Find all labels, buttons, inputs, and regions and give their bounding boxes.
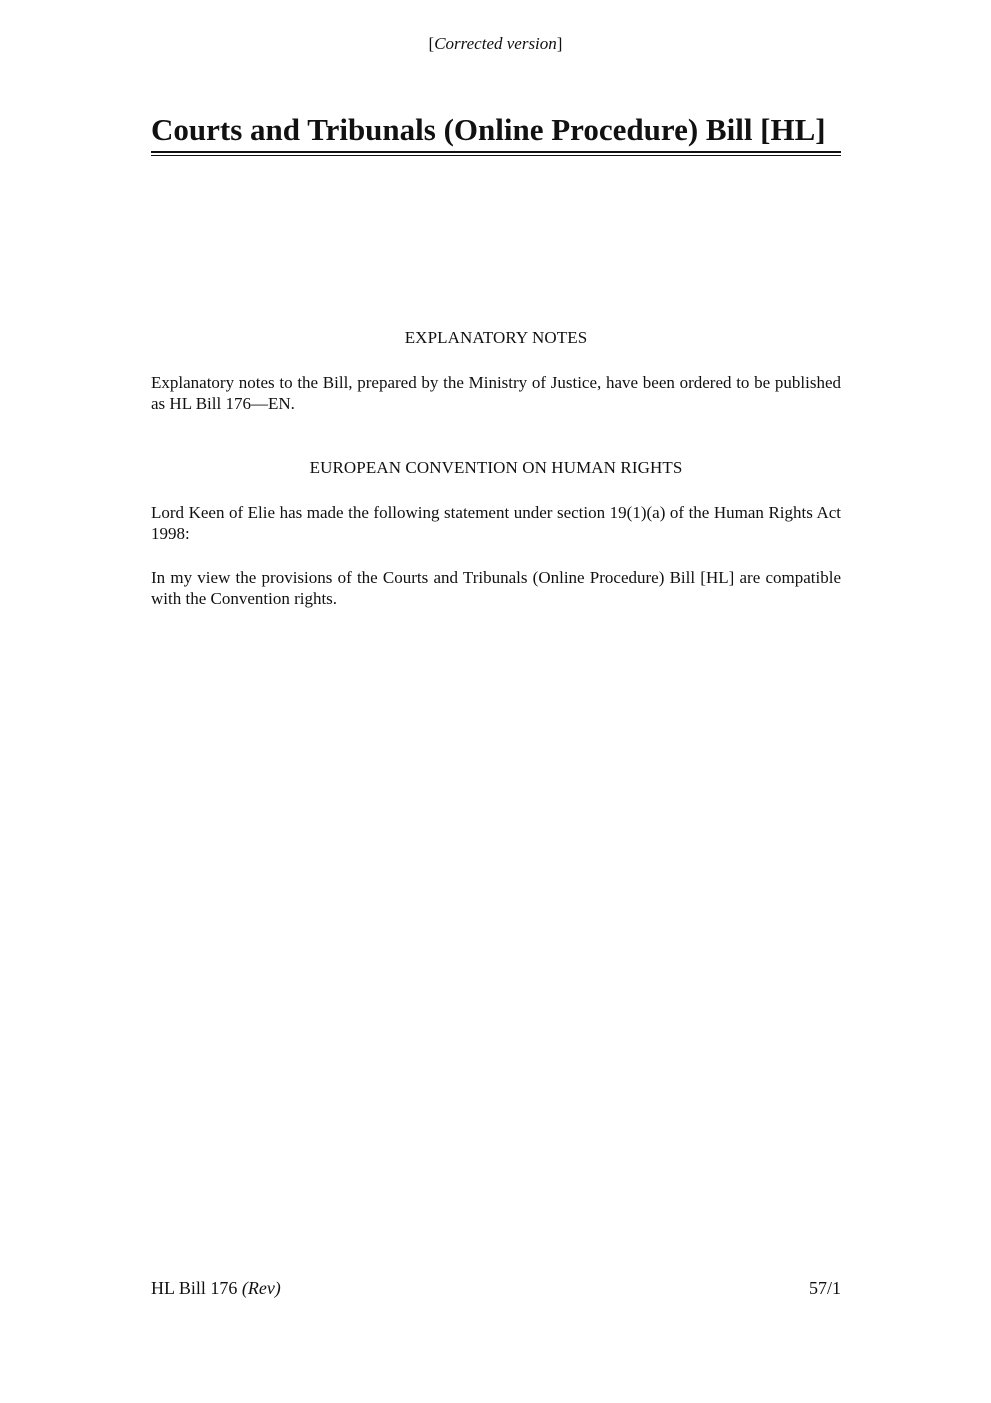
bill-title: Courts and Tribunals (Online Procedure) Bill [HL] bbox=[151, 112, 826, 147]
title-rule-thick bbox=[151, 151, 841, 153]
explanatory-notes-heading: EXPLANATORY NOTES bbox=[404, 328, 588, 347]
bracket-open: [ bbox=[428, 34, 435, 53]
echr-heading: EUROPEAN CONVENTION ON HUMAN RIGHTS bbox=[309, 458, 683, 477]
title-rule-thin bbox=[151, 155, 841, 156]
bill-number: HL Bill 176 bbox=[151, 1278, 238, 1298]
corrected-version-label: Corrected version bbox=[434, 34, 557, 53]
footer-page-reference: 57/1 bbox=[808, 1278, 841, 1298]
title-block bbox=[151, 110, 841, 156]
explanatory-notes-text: Explanatory notes to the Bill, prepared by the Ministry of Justice, have been ordered to be published as HL Bill 176—EN. bbox=[151, 373, 841, 413]
echr-statement: In my view the provisions of the Courts and Tribunals (Online Procedure) Bill [HL] are compatible with the Convention rights. bbox=[151, 568, 841, 608]
bracket-close: ] bbox=[556, 34, 563, 53]
echr-statement-intro: Lord Keen of Elie has made the following statement under section 19(1)(a) of the Human Rights Act 1998: bbox=[151, 503, 841, 543]
bill-revision: (Rev) bbox=[241, 1278, 281, 1298]
corrected-version-note bbox=[0, 34, 991, 54]
footer-bill-reference bbox=[151, 1278, 281, 1299]
